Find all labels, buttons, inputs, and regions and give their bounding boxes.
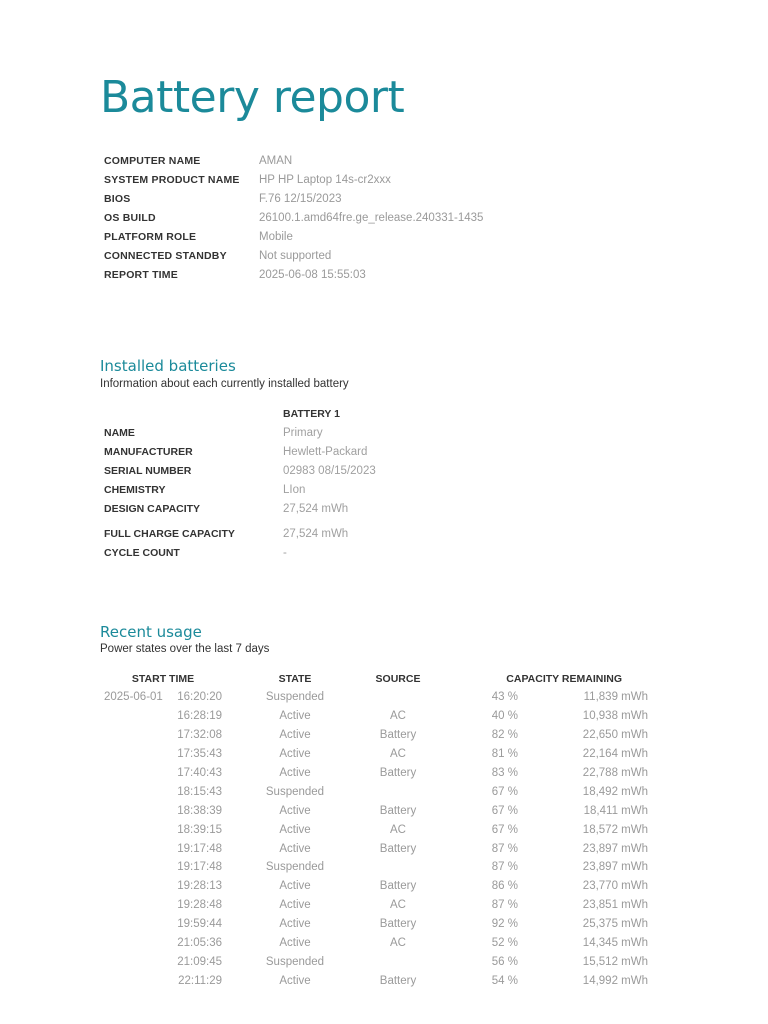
usage-state: Active bbox=[279, 918, 311, 931]
usage-capacity: 18,492 mWh bbox=[582, 785, 648, 798]
usage-date bbox=[104, 896, 174, 915]
usage-source: AC bbox=[390, 748, 406, 761]
usage-percent: 87 % bbox=[491, 842, 518, 855]
usage-state: Active bbox=[279, 899, 311, 912]
usage-date: 2025-06-01 bbox=[104, 691, 163, 704]
info-key: SYSTEM PRODUCT NAME bbox=[104, 173, 240, 186]
info-key: OS BUILD bbox=[104, 211, 156, 224]
usage-capacity: 22,164 mWh bbox=[582, 748, 648, 761]
usage-state: Suspended bbox=[265, 785, 325, 798]
usage-state: Active bbox=[279, 880, 311, 893]
usage-capacity: 14,992 mWh bbox=[582, 974, 648, 987]
usage-date bbox=[104, 952, 174, 971]
info-key: PLATFORM ROLE bbox=[104, 230, 197, 243]
usage-state: Active bbox=[279, 804, 311, 817]
info-value: 2025-06-08 15:55:03 bbox=[259, 268, 366, 281]
usage-state: Active bbox=[279, 974, 311, 987]
battery-row bbox=[104, 423, 376, 442]
usage-state: Suspended bbox=[265, 861, 325, 874]
usage-time: 18:38:39 bbox=[177, 804, 222, 817]
usage-percent: 86 % bbox=[491, 880, 518, 893]
usage-percent: 67 % bbox=[491, 804, 518, 817]
info-key: COMPUTER NAME bbox=[104, 154, 201, 167]
system-info-row bbox=[104, 151, 483, 170]
battery-table bbox=[104, 405, 376, 562]
usage-time: 19:59:44 bbox=[177, 918, 222, 931]
system-info-row bbox=[104, 246, 483, 265]
usage-state: Active bbox=[279, 842, 311, 855]
capacity-column-header: CAPACITY REMAINING bbox=[506, 673, 622, 685]
usage-source: Battery bbox=[379, 767, 417, 779]
usage-row bbox=[104, 877, 648, 896]
usage-row bbox=[104, 801, 648, 820]
battery-value: LIon bbox=[283, 483, 306, 496]
info-key: CONNECTED STANDBY bbox=[104, 249, 227, 262]
usage-date bbox=[104, 764, 174, 783]
usage-source: Battery bbox=[379, 729, 417, 742]
usage-percent: 87 % bbox=[491, 861, 518, 874]
system-info-row bbox=[104, 265, 483, 284]
usage-date bbox=[104, 934, 174, 953]
usage-state: Active bbox=[279, 748, 311, 761]
usage-time: 21:09:45 bbox=[177, 955, 222, 968]
usage-row bbox=[104, 820, 648, 839]
battery-value: - bbox=[283, 546, 287, 559]
battery-row bbox=[104, 480, 376, 499]
usage-time: 19:17:48 bbox=[177, 842, 222, 855]
battery-key: CHEMISTRY bbox=[104, 483, 166, 496]
usage-capacity: 23,897 mWh bbox=[582, 842, 648, 855]
usage-source: AC bbox=[390, 710, 406, 723]
recent-usage-heading: Recent usage bbox=[100, 623, 202, 641]
battery-header-row bbox=[104, 405, 376, 423]
usage-source: AC bbox=[390, 937, 406, 950]
usage-state: Active bbox=[279, 710, 311, 723]
usage-time: 19:17:48 bbox=[177, 861, 222, 874]
usage-header-row bbox=[104, 670, 648, 688]
battery-row bbox=[104, 442, 376, 461]
usage-row bbox=[104, 952, 648, 971]
info-key: REPORT TIME bbox=[104, 268, 178, 281]
battery-row bbox=[104, 461, 376, 480]
usage-state: Active bbox=[279, 729, 311, 742]
usage-time: 17:32:08 bbox=[177, 729, 222, 742]
usage-capacity: 22,788 mWh bbox=[582, 767, 648, 779]
battery-value: 27,524 mWh bbox=[283, 527, 349, 540]
usage-capacity: 23,770 mWh bbox=[582, 880, 648, 893]
usage-source: AC bbox=[390, 899, 406, 912]
usage-date bbox=[104, 707, 174, 726]
battery-key: MANUFACTURER bbox=[104, 445, 193, 458]
usage-date bbox=[104, 915, 174, 934]
usage-percent: 87 % bbox=[491, 899, 518, 912]
usage-date bbox=[104, 745, 174, 764]
usage-row bbox=[104, 745, 648, 764]
battery-key: DESIGN CAPACITY bbox=[104, 502, 201, 515]
usage-date bbox=[104, 820, 174, 839]
usage-date bbox=[104, 877, 174, 896]
usage-date bbox=[104, 782, 174, 801]
usage-date bbox=[104, 801, 174, 820]
state-column-header: STATE bbox=[278, 673, 312, 685]
usage-source: AC bbox=[390, 823, 406, 836]
usage-date bbox=[104, 726, 174, 745]
usage-state: Suspended bbox=[265, 955, 325, 968]
usage-time: 16:28:19 bbox=[177, 710, 222, 723]
system-info-row bbox=[104, 189, 483, 208]
usage-percent: 56 % bbox=[491, 955, 518, 968]
usage-row bbox=[104, 782, 648, 801]
battery-1-header: BATTERY 1 bbox=[283, 408, 340, 420]
info-key: BIOS bbox=[104, 192, 131, 205]
report-title: Battery report bbox=[100, 72, 405, 123]
usage-capacity: 18,411 mWh bbox=[583, 804, 648, 817]
info-value: HP HP Laptop 14s-cr2xxx bbox=[259, 173, 391, 186]
recent-usage-table bbox=[104, 670, 648, 990]
usage-percent: 52 % bbox=[491, 937, 518, 950]
usage-source: Battery bbox=[379, 804, 417, 817]
usage-source bbox=[368, 688, 428, 707]
usage-capacity: 18,572 mWh bbox=[582, 823, 648, 836]
battery-row bbox=[104, 499, 376, 518]
usage-capacity: 15,512 mWh bbox=[582, 955, 648, 968]
usage-source: Battery bbox=[379, 842, 417, 855]
usage-percent: 67 % bbox=[491, 785, 518, 798]
usage-percent: 83 % bbox=[491, 767, 518, 779]
battery-row bbox=[104, 543, 376, 562]
usage-percent: 40 % bbox=[491, 710, 518, 723]
usage-row bbox=[104, 858, 648, 877]
info-value: F.76 12/15/2023 bbox=[259, 192, 342, 205]
usage-row bbox=[104, 934, 648, 953]
battery-row bbox=[104, 524, 376, 543]
usage-time: 21:05:36 bbox=[177, 937, 222, 950]
usage-time: 16:20:20 bbox=[177, 691, 222, 704]
system-info-row bbox=[104, 208, 483, 227]
battery-key: SERIAL NUMBER bbox=[104, 464, 192, 477]
usage-source: Battery bbox=[379, 974, 417, 987]
battery-value: 27,524 mWh bbox=[283, 502, 349, 515]
usage-date bbox=[104, 839, 174, 858]
usage-time: 18:15:43 bbox=[177, 785, 222, 798]
system-info-row bbox=[104, 170, 483, 189]
recent-usage-subtitle: Power states over the last 7 days bbox=[100, 643, 270, 655]
info-value: Mobile bbox=[259, 230, 293, 243]
usage-percent: 67 % bbox=[491, 823, 518, 836]
info-value: 26100.1.amd64fre.ge_release.240331-1435 bbox=[259, 211, 484, 224]
usage-percent: 81 % bbox=[491, 748, 518, 761]
usage-row bbox=[104, 726, 648, 745]
usage-percent: 54 % bbox=[491, 974, 518, 987]
usage-state: Active bbox=[279, 767, 311, 779]
usage-row bbox=[104, 707, 648, 726]
installed-batteries-subtitle: Information about each currently installed battery bbox=[100, 378, 349, 390]
battery-value: Primary bbox=[283, 426, 323, 439]
usage-time: 22:11:29 bbox=[178, 974, 222, 987]
usage-row bbox=[104, 764, 648, 783]
battery-key: NAME bbox=[104, 426, 135, 439]
usage-capacity: 23,897 mWh bbox=[582, 861, 648, 874]
usage-source bbox=[368, 858, 428, 877]
usage-time: 19:28:13 bbox=[177, 880, 222, 893]
usage-percent: 82 % bbox=[491, 729, 518, 742]
usage-time: 18:39:15 bbox=[177, 823, 222, 836]
usage-capacity: 11,839 mWh bbox=[583, 691, 648, 704]
usage-percent: 92 % bbox=[491, 918, 518, 931]
usage-source bbox=[368, 952, 428, 971]
usage-capacity: 25,375 mWh bbox=[582, 918, 648, 931]
system-info-row bbox=[104, 227, 483, 246]
usage-rows bbox=[104, 688, 648, 990]
info-value: Not supported bbox=[259, 249, 332, 262]
usage-row bbox=[104, 971, 648, 990]
source-column-header: SOURCE bbox=[375, 673, 421, 685]
usage-row bbox=[104, 839, 648, 858]
usage-capacity: 23,851 mWh bbox=[582, 899, 648, 912]
usage-row bbox=[104, 915, 648, 934]
usage-capacity: 14,345 mWh bbox=[582, 937, 648, 950]
battery-value: 02983 08/15/2023 bbox=[283, 464, 376, 477]
usage-time: 19:28:48 bbox=[177, 899, 222, 912]
usage-state: Active bbox=[279, 823, 311, 836]
usage-source: Battery bbox=[379, 880, 417, 893]
info-value: AMAN bbox=[259, 154, 293, 167]
usage-date bbox=[104, 858, 174, 877]
usage-capacity: 22,650 mWh bbox=[582, 729, 648, 742]
usage-time: 17:35:43 bbox=[177, 748, 222, 761]
usage-state: Active bbox=[279, 937, 311, 950]
system-info-table bbox=[104, 151, 483, 284]
usage-row bbox=[104, 896, 648, 915]
battery-value: Hewlett-Packard bbox=[283, 445, 368, 458]
usage-source: Battery bbox=[379, 918, 417, 931]
start-time-column-header: START TIME bbox=[131, 673, 195, 685]
installed-batteries-heading: Installed batteries bbox=[100, 357, 236, 375]
usage-percent: 43 % bbox=[491, 691, 518, 704]
usage-row bbox=[104, 688, 648, 707]
usage-capacity: 10,938 mWh bbox=[582, 710, 648, 723]
battery-key: CYCLE COUNT bbox=[104, 546, 180, 559]
usage-state: Suspended bbox=[265, 691, 325, 704]
usage-source bbox=[368, 782, 428, 801]
usage-time: 17:40:43 bbox=[177, 767, 222, 779]
battery-key: FULL CHARGE CAPACITY bbox=[104, 527, 235, 540]
usage-date bbox=[104, 971, 174, 990]
